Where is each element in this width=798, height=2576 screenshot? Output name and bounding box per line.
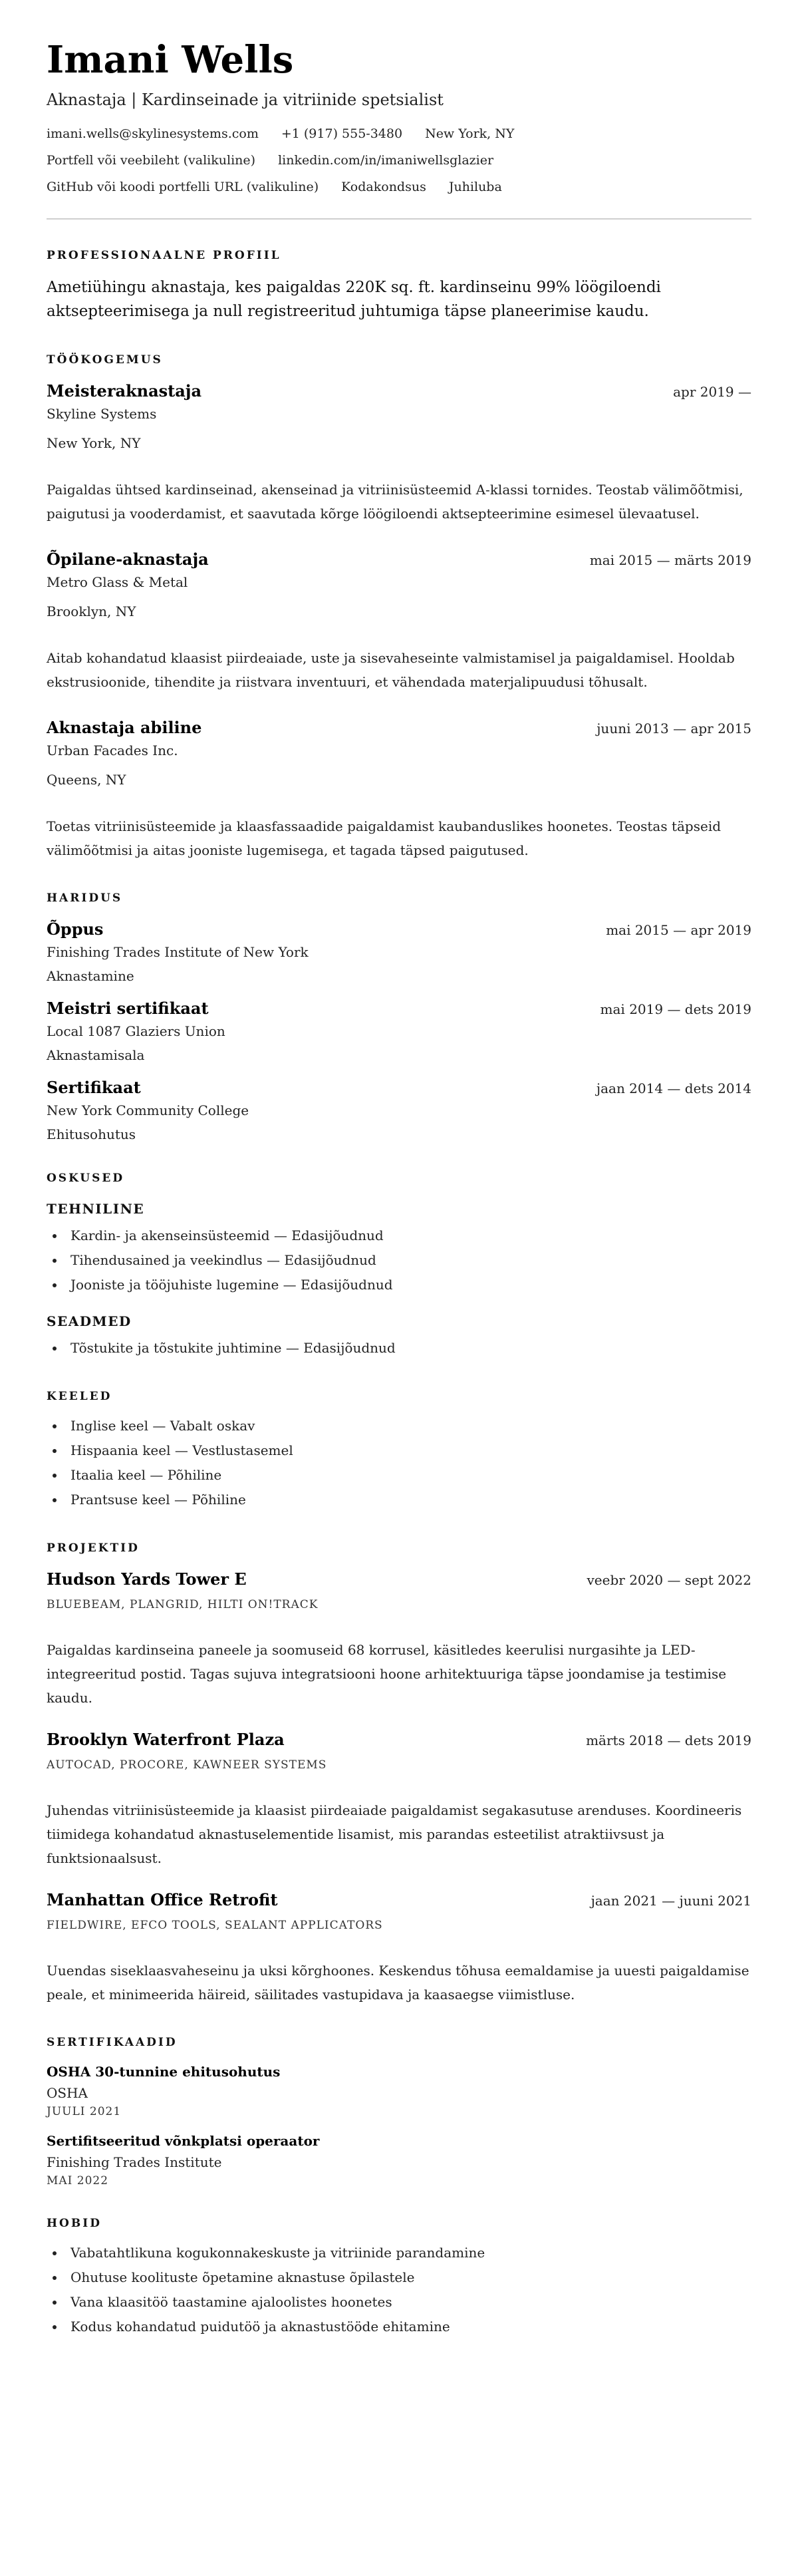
- candidate-name: Imani Wells: [47, 38, 294, 82]
- job-title: Õpilane-aknastaja: [47, 550, 209, 569]
- education-field: Aknastamine: [47, 968, 134, 985]
- certification-issuer: OSHA: [47, 2085, 88, 2102]
- list-item: • Hispaania keel — Vestlustasemel: [65, 1438, 751, 1463]
- certification-entry: [47, 2064, 751, 2118]
- education-dates: mai 2019 — dets 2019: [600, 1001, 751, 1018]
- section-title-hobbies: HOBID: [47, 2217, 102, 2231]
- job-dates: mai 2015 — märts 2019: [589, 552, 751, 569]
- list-item: • Kardin- ja akenseinsüsteemid — Edasijõudnud: [65, 1223, 751, 1248]
- project-dates: märts 2018 — dets 2019: [586, 1732, 751, 1749]
- citizenship: Kodakondsus: [341, 179, 426, 194]
- certification-issuer: Finishing Trades Institute: [47, 2154, 222, 2171]
- school-name: Finishing Trades Institute of New York: [47, 944, 309, 961]
- company-name: Skyline Systems: [47, 406, 157, 422]
- job-location: Queens, NY: [47, 772, 126, 788]
- email-link[interactable]: imani.wells@skylinesystems.com: [47, 126, 259, 141]
- project-dates: veebr 2020 — sept 2022: [587, 1572, 751, 1589]
- profile-summary: Ametiühingu aknastaja, kes paigaldas 220K sq. ft. kardinseinu 99% löögiloendi aktsepteerimisega ja null registreeritud juhtumiga täpse planeerimise kaudu.: [47, 278, 661, 321]
- github-link[interactable]: GitHub või koodi portfelli URL (valikuline): [47, 179, 319, 194]
- certification-date: JUULI 2021: [47, 2105, 122, 2119]
- project-tech: AUTOCAD, PROCORE, KAWNEER SYSTEMS: [47, 1758, 327, 1772]
- job-dates: apr 2019 —: [673, 384, 751, 401]
- skill-group-technical: TEHNILINE: [47, 1201, 145, 1217]
- section-title-experience: TÖÖKOGEMUS: [47, 353, 163, 367]
- contact-row-1: [47, 126, 751, 141]
- school-name: New York Community College: [47, 1102, 249, 1119]
- degree-title: Õppus: [47, 919, 104, 939]
- degree-title: Meistri sertifikaat: [47, 999, 209, 1019]
- project-entry: [47, 1890, 751, 2007]
- company-name: Metro Glass & Metal: [47, 574, 188, 591]
- experience-entry: [47, 718, 751, 862]
- experience-entry: [47, 381, 751, 526]
- project-name: Brooklyn Waterfront Plaza: [47, 1730, 285, 1750]
- section-title-certifications: SERTIFIKAADID: [47, 2036, 178, 2050]
- hobbies-list: [47, 2241, 751, 2339]
- education-entry: [47, 919, 751, 984]
- list-item: • Ohutuse koolituste õpetamine aknastuse õpilastele: [65, 2265, 751, 2290]
- degree-title: Sertifikaat: [47, 1078, 141, 1098]
- project-name: Manhattan Office Retrofit: [47, 1890, 278, 1910]
- section-title-skills: OSKUSED: [47, 1172, 125, 1186]
- list-item: • Vabatahtlikuna kogukonnakeskuste ja vitriinide parandamine: [65, 2241, 751, 2265]
- project-tech: BLUEBEAM, PLANGRID, HILTI ON!TRACK: [47, 1598, 319, 1612]
- project-entry: [47, 1730, 751, 1870]
- skill-group-equipment: SEADMED: [47, 1313, 132, 1330]
- job-description: Paigaldas ühtsed kardinseinad, akenseinad ja vitriinisüsteemid A-klassi tornides. Teostab välimõõtmisi, paigutusi ja vooderdamist, et saavutada kõrge löögiloendi aktsepteerimine esimesel ülevaatusel.: [47, 482, 743, 522]
- project-name: Hudson Yards Tower E: [47, 1569, 247, 1589]
- contact-row-3: [47, 180, 751, 194]
- project-description: Uuendas siseklaasvaheseinu ja uksi kõrghoones. Keskendus tõhusa eemaldamise ja uuesti paigaldamise peale, et minimeerida häireid, säilitades vastupidava ja kaasaegse viimistluse.: [47, 1963, 749, 2003]
- school-name: Local 1087 Glaziers Union: [47, 1023, 225, 1040]
- list-item: • Tõstukite ja tõstukite juhtimine — Edasijõudnud: [65, 1336, 751, 1361]
- phone-number[interactable]: +1 (917) 555-3480: [281, 126, 403, 141]
- header-divider: [47, 218, 751, 220]
- list-item: • Jooniste ja tööjuhiste lugemine — Edasijõudnud: [65, 1273, 751, 1297]
- list-item: • Kodus kohandatud puidutöö ja aknastustööde ehitamine: [65, 2315, 751, 2339]
- education-dates: jaan 2014 — dets 2014: [596, 1080, 751, 1097]
- experience-entry: [47, 550, 751, 694]
- project-description: Juhendas vitriinisüsteemide ja klaasist piirdeaiade paigaldamist segakasutuse arenduses. Koordineeris tiimidega kohandatud aknastuselementide lisamist, mis parandas esteetilist atraktiivsust ja funktsionaalsust.: [47, 1802, 742, 1867]
- company-name: Urban Facades Inc.: [47, 742, 178, 759]
- education-field: Aknastamisala: [47, 1047, 145, 1064]
- section-title-languages: KEELED: [47, 1390, 112, 1404]
- certification-entry: [47, 2133, 751, 2187]
- project-entry: [47, 1569, 751, 1710]
- equipment-skills-list: [47, 1336, 751, 1361]
- job-location: Brooklyn, NY: [47, 603, 136, 620]
- certification-name: OSHA 30-tunnine ehitusohutus: [47, 2064, 281, 2080]
- job-title: Meisteraknastaja: [47, 381, 202, 401]
- education-entry: [47, 999, 751, 1063]
- list-item: • Tihendusained ja veekindlus — Edasijõudnud: [65, 1248, 751, 1273]
- job-dates: juuni 2013 — apr 2015: [597, 721, 751, 737]
- job-description: Toetas vitriinisüsteemide ja klaasfassaadide paigaldamist kaubanduslikes hoonetes. Teostas täpseid välimõõtmisi ja aitas jooniste lugemisega, et tagada täpsed paigutused.: [47, 818, 722, 859]
- job-description: Aitab kohandatud klaasist piirdeaiade, uste ja sisevaheseinte valmistamisel ja paigaldamisel. Hooldab ekstrusioonide, tihendite ja riistvara inventuuri, et vähendada materjalipuudusi tõhusalt.: [47, 650, 735, 691]
- contact-row-2: [47, 153, 751, 168]
- education-field: Ehitusohutus: [47, 1126, 136, 1143]
- linkedin-link[interactable]: linkedin.com/in/imaniwellsglazier: [278, 152, 494, 168]
- technical-skills-list: [47, 1223, 751, 1297]
- section-title-profile: PROFESSIONAALNE PROFIIL: [47, 248, 281, 262]
- list-item: • Itaalia keel — Põhiline: [65, 1463, 751, 1488]
- location: New York, NY: [425, 126, 515, 141]
- section-title-projects: PROJEKTID: [47, 1541, 140, 1555]
- education-dates: mai 2015 — apr 2019: [606, 922, 751, 939]
- list-item: • Prantsuse keel — Põhiline: [65, 1488, 751, 1512]
- drivers-license: Juhiluba: [448, 179, 502, 194]
- job-location: New York, NY: [47, 435, 141, 452]
- project-description: Paigaldas kardinseina paneele ja soomuseid 68 korrusel, käsitledes keerulisi nurgasihte ja LED-integreeritud postid. Tagas sujuva integratsiooni hoone arhitektuuriga täpse joondamise ja testimise kaudu.: [47, 1642, 727, 1706]
- job-title: Aknastaja abiline: [47, 718, 202, 738]
- certification-name: Sertifitseeritud võnkplatsi operaator: [47, 2133, 320, 2150]
- project-dates: jaan 2021 — juuni 2021: [591, 1893, 751, 1909]
- section-title-education: HARIDUS: [47, 891, 123, 905]
- languages-list: [47, 1414, 751, 1512]
- certification-date: MAI 2022: [47, 2174, 109, 2188]
- education-entry: [47, 1078, 751, 1142]
- list-item: • Inglise keel — Vabalt oskav: [65, 1414, 751, 1438]
- headline: Aknastaja | Kardinseinade ja vitriinide spetsialist: [47, 90, 444, 109]
- project-tech: FIELDWIRE, EFCO TOOLS, SEALANT APPLICATORS: [47, 1919, 383, 1933]
- portfolio-link[interactable]: Portfell või veebileht (valikuline): [47, 152, 256, 168]
- list-item: • Vana klaasitöö taastamine ajaloolistes hoonetes: [65, 2290, 751, 2315]
